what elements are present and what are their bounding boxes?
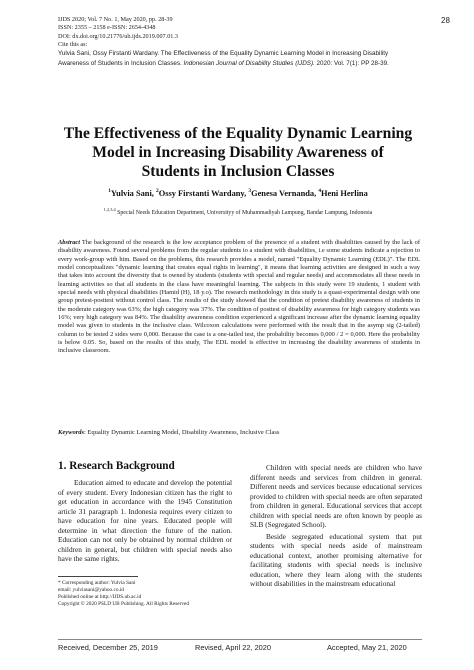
doi-line: DOI: dx.doi.org/10.21776/ub.ijds.2019.007.01.3 (58, 32, 179, 40)
title-line-1: The Effectiveness of the Equality Dynamic Learning (63, 125, 413, 142)
journal-volume-line: IJDS 2020; Vol. 7 No. 1, May 2020, pp. 28-39 (58, 16, 173, 23)
author-list (40, 188, 436, 198)
citation-tail: 2020: Vol. 7(1): PP 28-39. (316, 59, 389, 67)
citation-main: Yulvia Sani, Ossy Firstanti Wardany. The Effectiveness of the Equality Dynamic Learning Model in Increasing Disability Awareness of Students in Inclusion Classes. (58, 50, 389, 67)
footnote (58, 580, 238, 608)
section-heading: 1. Research Background (58, 460, 175, 472)
author-3-sup: 3 (248, 188, 252, 194)
title-line-3: Students in Inclusion Classes (141, 163, 335, 181)
paper-title (40, 124, 436, 182)
left-paragraph: Education aimed to educate and develop the potential of every student. Every Indonesian citizen has the right to get education in accordance with the 1945 Constitution article 31 paragraph 1. Indonesia requires every citizen to have education for nine years. Educated people will determine in what direction the future of the nation. Education can not only be obtained by normal children or children in general, but children with special needs also have the same rights. (58, 478, 232, 563)
corresponding-author: * Corresponding author: Yulvia Sani (58, 580, 136, 586)
author-email: email: yulviasani@yahoo.co.id (58, 587, 124, 594)
affiliation-text: Special Needs Education Department, Universityy of Muhammadiyah Lampung, Bandar Lampung, Indonesia (115, 209, 373, 216)
footnote-divider (58, 576, 138, 577)
author-2-name: Ossy Firstanti Wardany, (158, 188, 249, 198)
received-date: Received, December 25, 2019 (58, 643, 158, 652)
keywords (58, 429, 420, 436)
author-2-sup: 2 (155, 188, 159, 194)
revised-date: Revised, April 22, 2020 (195, 643, 272, 652)
author-1-sup: 1 (108, 188, 111, 194)
abstract-text: The background of the research is the low acceptance problem of the presence of a student with disabilities caused by the lack of disability awareness. Found several problems from the regular students to a student with disabilities, i.e some students indicate a rejection to every work-group with him. Based on the problems, this research provides a model, named "Equality Dynamic Learning (EDL)". The EDL model conceptualizes "dynamic learning that creates equal rights in learning", it means that learning activities are designed in such a way that takes into account the diversity that is owned by students (students with special and regular needs) and accommodates all these needs in learning activities so that all students in the class have meaningful learning. The subjects in this study were 19 students, 1 student with special needs with physical disabilities (Hamid (H), 18 y.o). The research methodology in this study is a quasi-experimental design with one group pretest-posttest without control class. The results of the study showed that the condition of pretest disability awareness of students in the moderate category was 63%; the high category was 37%. The condition of posttest of disability awareness for high category students was 16%; very high category was 84%. The disability awareness condition experienced a significant increase after the dynamic learning equality model was given to students in the inclusive class. Wilcoxon calculations were performed with the result that in the asymp sig (2-tailed) column to be tested 2 sides were 0,000. Because the case is a one-tailed test, the probability becomes 0,000 / 2 = 0,000. Here the probability is below 0.05. So, based on the results of this study, The EDL model is effective in increasing the disability awareness of students in inclusive classroom. (58, 239, 420, 355)
issn-line: ISSN: 2355 – 2158 e-ISSN: 2654-4348 (58, 24, 156, 32)
keywords-label: Keywords (58, 429, 84, 436)
citation (58, 49, 418, 68)
author-4-name: Heni Herlina (321, 188, 368, 198)
abstract-label: Abstract (58, 239, 81, 246)
left-column (58, 478, 232, 564)
right-paragraph-1: Children with special needs are children who have different needs and services from children in general. Different needs and services because educational services provided to children with special needs are often separated from children in general. Educational services that accept children with special needs are often known by people as SLB (Segregated School). (250, 463, 422, 529)
cite-label: Cite this as: (58, 40, 88, 48)
abstract (58, 239, 420, 356)
title-line-2: Model in Increasing Disability Awareness of (92, 144, 384, 162)
right-column (250, 463, 422, 589)
page-number: 28 (441, 16, 450, 25)
author-1-name: Yulvia Sani, (110, 188, 156, 198)
affiliation (40, 207, 436, 216)
keywords-text: : Equality Dynamic Learning Model, Disability Awareness, Inclusive Class (84, 429, 280, 436)
footer-divider (58, 639, 422, 640)
published-online: Published online at http://IJDS.ub.ac.id (58, 594, 142, 601)
author-3-name: Genesa Vernanda, (251, 188, 319, 198)
accepted-date: Accepted, May 21, 2020 (327, 643, 407, 652)
copyright: Copyright © 2020 PSLD UB Publishing. All Rights Reserved (58, 601, 190, 608)
journal-header (58, 16, 418, 68)
affiliation-sup: 1,2,3,4 (103, 207, 116, 212)
citation-journal: Indonesian Journal of Disability Studies (IJDS). (183, 59, 315, 67)
author-4-sup: 4 (318, 188, 322, 194)
right-paragraph-2: Beside segregated educational system that put students with special needs aside of mainstream educational context, another promising alternative for facilitating students with special needs is inclusive education, where they learn along with the students without disabilities in the mainstream educational (250, 531, 422, 588)
